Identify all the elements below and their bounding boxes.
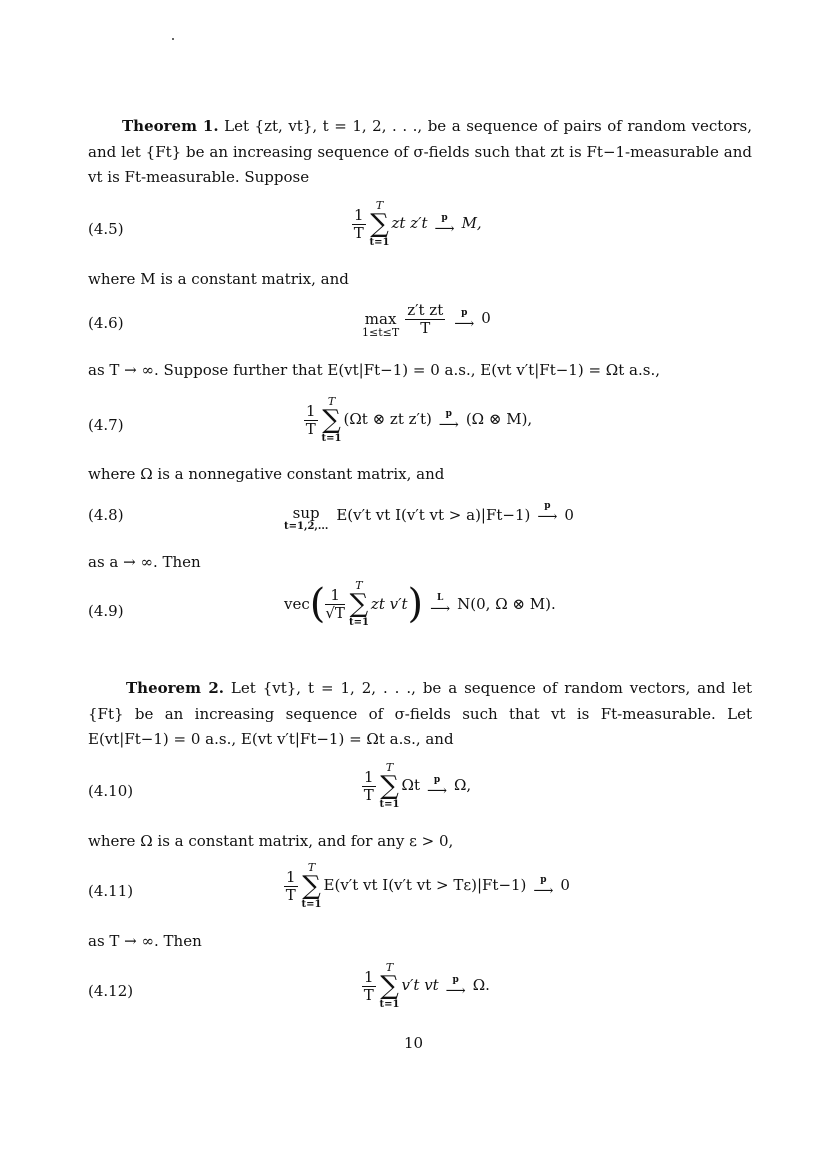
max-operator (362, 300, 399, 338)
summand: zt v′t (370, 595, 408, 613)
equation-4-10 (88, 762, 752, 818)
summation (380, 962, 400, 1010)
summand: (Ωt ⊗ zt z′t) (343, 410, 432, 428)
arrow-label: p (461, 307, 468, 318)
equation-body (284, 500, 574, 532)
text-after-4-6: as T → ∞. Suppose further that E(vt|Ft−1) = 0 a.s., E(vt v′t|Ft−1) = Ωt a.s., (88, 361, 660, 379)
equation-4-7 (88, 396, 752, 452)
convergence-arrow: p ⟶ (431, 214, 459, 235)
fraction-numerator: 1 (354, 205, 364, 224)
right-hand-side: Ω, (453, 776, 472, 794)
sum-lower-limit: t=1 (379, 799, 400, 810)
right-hand-side: Ω. (472, 976, 490, 994)
fraction-denominator: T (305, 419, 316, 438)
text-after-4-5: where M is a constant matrix, and (88, 270, 349, 288)
equation-number: (4.5) (88, 220, 124, 238)
left-paren: ( (309, 581, 326, 627)
sigma-symbol: ∑ (302, 871, 321, 901)
theorem-2-paragraph (88, 676, 752, 753)
equation-body (362, 300, 491, 338)
fraction (284, 869, 298, 904)
fraction (325, 587, 345, 622)
summation (302, 862, 322, 910)
sigma-symbol: ∑ (370, 209, 389, 239)
arrow-label: p (544, 501, 551, 511)
convergence-arrow: p ⟶ (442, 976, 470, 997)
arrow-label: p (452, 974, 459, 985)
sum-lower-limit: t=1 (321, 433, 342, 444)
summand: E(v′t vt I(v′t vt > a)|Ft−1) (336, 506, 531, 524)
sum-upper-limit: T (375, 199, 384, 212)
text-after-4-7: where Ω is a nonnegative constant matrix, and (88, 465, 445, 483)
fraction-numerator: 1 (306, 401, 316, 420)
max-range: 1≤t≤T (362, 326, 400, 339)
sigma-symbol: ∑ (322, 405, 341, 435)
sigma-symbol: ∑ (380, 971, 399, 1001)
fraction-denominator: T (363, 985, 374, 1004)
summand: v′t vt (401, 976, 439, 994)
equation-number: (4.11) (88, 882, 134, 900)
equation-4-11 (88, 862, 752, 918)
equation-number: (4.9) (88, 602, 124, 620)
fraction (362, 969, 376, 1004)
vec-operator: vec (284, 595, 310, 613)
summation (370, 200, 390, 248)
sigma-symbol: ∑ (380, 771, 399, 801)
sigma-symbol: ∑ (349, 589, 369, 619)
summand: Ωt (401, 776, 420, 794)
equation-4-6 (88, 300, 752, 346)
equation-body (284, 862, 570, 910)
sum-lower-limit: t=1 (301, 899, 322, 910)
sum-upper-limit: T (385, 761, 394, 774)
text-after-4-10: where Ω is a constant matrix, and for any ε > 0, (88, 832, 454, 850)
equation-4-5 (88, 200, 752, 256)
right-hand-side: M, (461, 214, 482, 232)
sup-label: sup (292, 504, 320, 522)
fraction-numerator: 1 (364, 767, 374, 786)
theorem-1-text: Let {zt, vt}, t = 1, 2, . . ., be a sequence of pairs of random vectors, and let {Ft} be an increasing sequence of σ-fields such that zt is Ft−1-measurable and vt is Ft-measurable. Suppose (88, 117, 752, 186)
convergence-arrow: p ⟶ (529, 876, 557, 897)
equation-number: (4.6) (88, 314, 124, 332)
equation-number: (4.7) (88, 416, 124, 434)
equation-4-12 (88, 962, 752, 1018)
equation-body (352, 200, 482, 248)
sum-lower-limit: t=1 (348, 617, 369, 628)
theorem-1-paragraph (88, 114, 752, 191)
right-paren: ) (407, 581, 424, 627)
equation-4-8 (88, 500, 752, 540)
sum-upper-limit: T (327, 395, 336, 408)
fraction-numerator: 1 (325, 587, 345, 605)
arrow-label: p (441, 212, 448, 223)
arrow-label: p (433, 774, 441, 785)
equation-4-9 (88, 580, 752, 644)
sum-upper-limit: T (307, 861, 316, 874)
sup-range: t=1,2,... (284, 521, 329, 532)
fraction-denominator: T (353, 223, 364, 242)
right-hand-side: N(0, Ω ⊗ M). (457, 595, 556, 613)
sum-lower-limit: t=1 (379, 999, 400, 1010)
summation (349, 580, 369, 628)
fraction (405, 302, 445, 337)
summand: zt z′t (391, 214, 428, 232)
sum-upper-limit: T (355, 579, 363, 592)
text-after-4-11: as T → ∞. Then (88, 932, 202, 950)
fraction-numerator: z′t zt (407, 300, 444, 319)
theorem-1-heading: Theorem 1. (122, 117, 219, 135)
right-hand-side: (Ω ⊗ M), (465, 410, 533, 428)
text-after-4-8: as a → ∞. Then (88, 553, 201, 571)
equation-body (362, 762, 471, 810)
right-hand-side: 0 (560, 876, 570, 894)
fraction-denominator: T (285, 885, 296, 904)
convergence-arrow: p ⟶ (423, 776, 451, 797)
fraction (304, 403, 318, 438)
summand: E(v′t vt I(v′t vt > Tε)|Ft−1) (323, 876, 527, 894)
fraction (352, 207, 366, 242)
convergence-arrow: L ⟶ (426, 594, 454, 615)
sum-upper-limit: T (385, 961, 394, 974)
equation-body (304, 396, 532, 444)
scan-speck (172, 38, 174, 40)
summation (380, 762, 400, 810)
fraction-denominator: T (420, 318, 431, 337)
fraction-denominator: √T (325, 603, 345, 622)
fraction (362, 769, 376, 804)
equation-number: (4.12) (88, 982, 134, 1000)
theorem-2-text: Let {vt}, t = 1, 2, . . ., be a sequence of random vectors, and let {Ft} be an increasing sequence of σ-fields such that vt is Ft-measurable. Let E(vt|Ft−1) = 0 a.s., E(vt v′t|Ft−1) = Ωt a.s., and (88, 679, 752, 748)
arrow-label: p (540, 874, 547, 885)
summation (322, 396, 342, 444)
max-label: max (364, 310, 397, 328)
equation-number: (4.8) (88, 506, 124, 524)
fraction-numerator: 1 (364, 967, 374, 986)
theorem-2-heading: Theorem 2. (126, 679, 224, 697)
right-hand-side: 0 (481, 309, 491, 327)
convergence-arrow: p ⟶ (533, 502, 561, 523)
fraction-numerator: 1 (286, 867, 296, 886)
page-number: 10 (403, 1034, 424, 1052)
sup-operator (284, 500, 328, 532)
equation-body (284, 580, 556, 628)
convergence-arrow: p ⟶ (435, 410, 463, 431)
equation-body (362, 962, 490, 1010)
fraction-denominator: T (363, 785, 374, 804)
arrow-label: L (436, 592, 444, 603)
right-hand-side: 0 (564, 506, 574, 524)
equation-number: (4.10) (88, 782, 134, 800)
sum-lower-limit: t=1 (369, 237, 390, 248)
convergence-arrow: p ⟶ (450, 309, 478, 330)
arrow-label: p (445, 408, 452, 419)
